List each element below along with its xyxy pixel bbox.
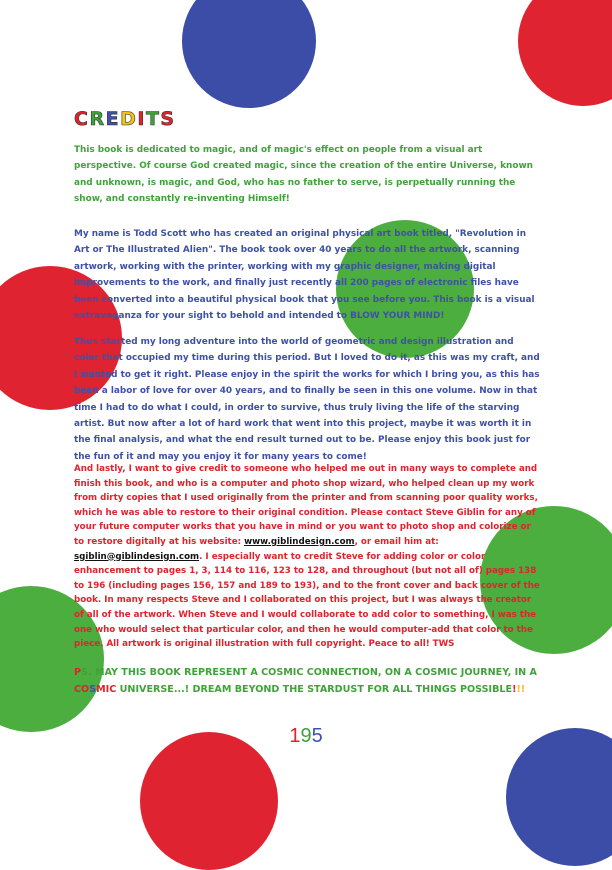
title-letter: I <box>137 108 146 130</box>
credit-text-1: And lastly, I want to give credit to someone who helped me out in many ways to complete and finish this book, and who is a computer and photo shop wizard, who helped clean up my work from dirty copies that I used originally from the printer and from scanning poor quality works, which he was able to restore to their original condition. Please contact Steve Giblin for any of your future computer works that you have in mind or you want to photo shop and colorize or to restore digitally at his website: <box>74 464 538 547</box>
title-letter: E <box>105 108 121 130</box>
author-paragraph: My name is Todd Scott who has created an original physical art book titled, "Revolution in Art or The Illustrated Alien". The book took over 40 years to do all the artwork, scanning artwork, working with the printer, working with my graphic designer, making digital improvements to the work, and finally just recently all 200 pages of electronic files have been converted into a beautiful physical book that you see before you. This book is a visual extravaganza for your sight to behold and intended to BLOW YOUR MIND! <box>74 229 535 322</box>
red-dot-bottom <box>140 732 278 870</box>
ps-bang-2: ! <box>516 684 521 695</box>
red-dot-top-right <box>518 0 612 106</box>
website-link[interactable]: www.giblindesign.com <box>244 536 355 547</box>
credit-text-3: . I especially want to credit Steve for adding color or color enhancement to pages 1, 3, 114 to 116, 123 to 128, and throughout (but not all of) pages 138 to 196 (including pages 156, 157 and 189 to 193), and to the front cover and back cover of the book. In many respects Steve and I collaborated on this project, but I was always the creator of all of the artwork. When Steve and I would collaborate to add color to something, I was the one who would select that particular color, and then he would computer-add that color to the piece. All artwork is original illustration with full copyright. Peace to all! TWS <box>74 551 540 650</box>
ps-text-2: UNIVERSE...! DREAM BEYOND THE STARDUST FOR ALL THINGS POSSIBLE <box>116 684 513 695</box>
ps-mic: MIC <box>96 684 117 695</box>
title-letter: R <box>89 108 106 130</box>
ps-s: S <box>89 684 97 695</box>
title-letter: S <box>160 108 176 130</box>
ps-bang-1: ! <box>512 684 517 695</box>
page-number <box>0 725 612 748</box>
ps-note <box>74 664 540 698</box>
ps-co: CO <box>74 684 90 695</box>
ps-text-1: S. MAY THIS BOOK REPRESENT A COSMIC CONNECTION, ON A COSMIC JOURNEY, IN A <box>81 667 537 678</box>
blue-dot-top <box>182 0 316 108</box>
ps-bang-3: ! <box>520 684 526 695</box>
blue-dot-bottom-right <box>506 728 612 866</box>
page-number-digit: 9 <box>300 725 312 747</box>
dedication-paragraph: This book is dedicated to magic, and of magic's effect on people from a visual art perspective. Of course God created magic, since the creation of the entire Universe, known and unknown, is magic, and God, who has no father to serve, is perpetually running the show, and constantly re-inventing Himself! <box>74 145 533 205</box>
credit-text-2: , or email him at: <box>354 536 439 547</box>
page-number-digit: 5 <box>311 725 323 747</box>
credit-paragraph <box>74 462 540 652</box>
adventure-paragraph: Thus started my long adventure into the world of geometric and design illustration and color that occupied my time during this period. But I loved to do it, as this was my craft, and I wanted to get it right. Please enjoy in the spirit the works for which I bring you, as this has been a labor of love for over 40 years, and to finally be seen in this one volume. Now in that time I had to do what I could, in order to survive, thus truly living the life of the starving artist. But now after a lot of hard work that went into this project, maybe it was worth it in the final analysis, and what the end result turned out to be. Please enjoy this book just for the fun of it and may you enjoy it for many years to come! <box>74 337 540 462</box>
title-letter: C <box>74 108 90 130</box>
page-title <box>74 108 176 130</box>
page-number-digit: 1 <box>289 725 301 747</box>
email-link[interactable]: sgiblin@giblindesign.com <box>74 551 200 562</box>
ps-letter-p: P <box>74 667 82 678</box>
title-letter: T <box>145 108 161 130</box>
title-letter: D <box>120 108 138 130</box>
